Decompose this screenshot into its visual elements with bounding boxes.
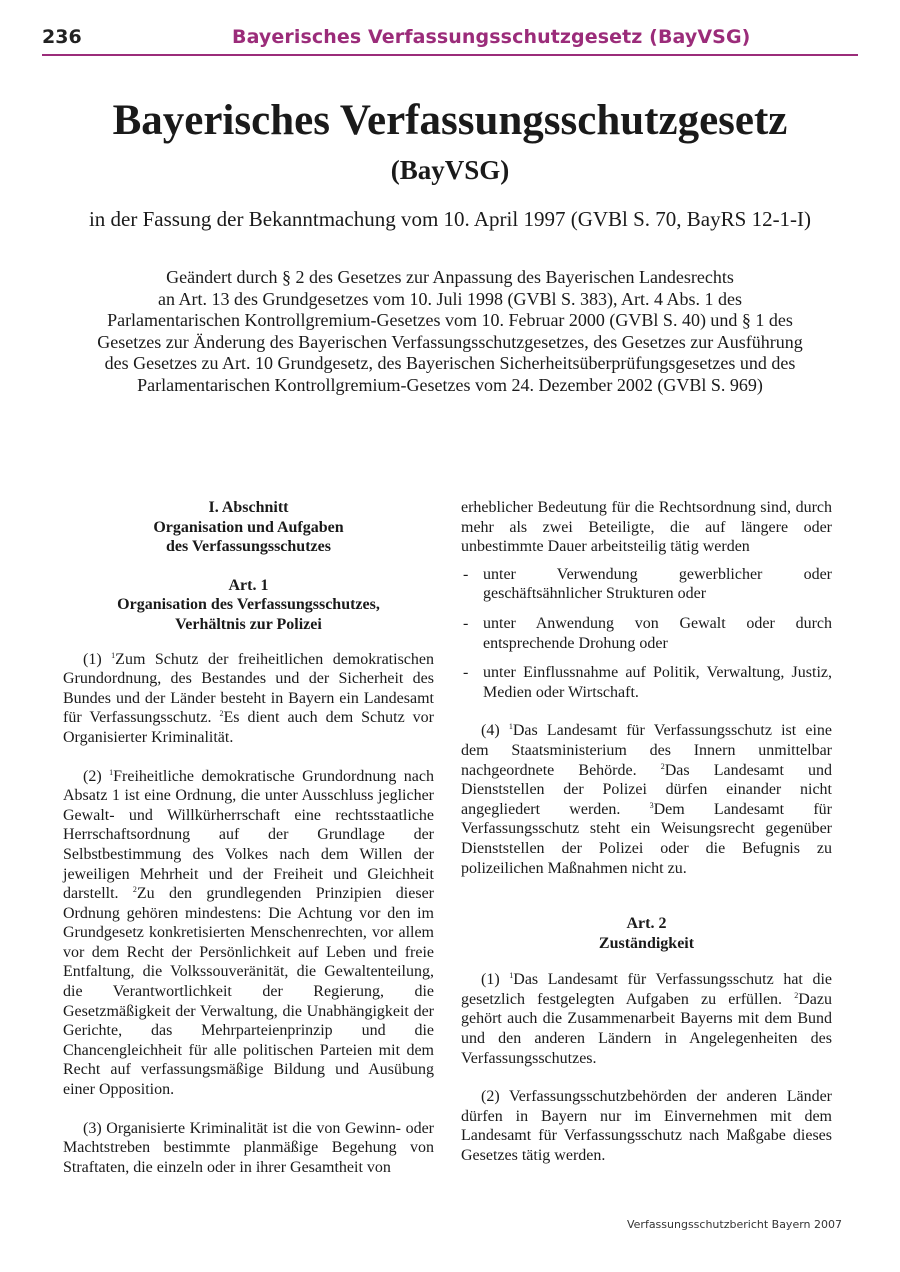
header-rule bbox=[42, 54, 858, 56]
section-number: I. Abschnitt bbox=[208, 499, 289, 516]
amendment-line: Geändert durch § 2 des Gesetzes zur Anpassung des Bayerischen Landesrechts bbox=[166, 267, 734, 287]
paragraph-art2-2: (2) Verfassungsschutzbehörden der anderen Länder dürfen in Bayern nur im Einvernehmen mit dem Landesamt für Verfassungsschutz nach Maßgabe dieses Gesetzes tätig werden. bbox=[461, 1088, 832, 1165]
promulgation-note: in der Fassung der Bekanntmachung vom 10. April 1997 (GVBl S. 70, BayRS 12-1-I) bbox=[88, 207, 812, 231]
amendment-line: des Gesetzes zu Art. 10 Grundgesetz, des Bayerischen Sicherheitsüberprüfungsgesetzes und des bbox=[104, 353, 796, 374]
list-item: - unter Verwendung gewerblicher oder geschäftsähnlicher Strukturen oder bbox=[463, 565, 832, 603]
list-dash: - bbox=[463, 614, 469, 632]
article-title: Verhältnis zur Polizei bbox=[175, 615, 322, 633]
paragraph-art1-2: (2) $^1$Freiheitliche demokratische Grundordnung nach Absatz 1 ist eine Ordnung, die unter Ausschluss jeglicher Gewalt- und Willkürherrschaft eine rechtsstaatliche Herrschaftsordnung auf der Grundlage der Selbstbestimmung des Volkes nach dem Willen der jeweiligen Mehrheit und der Freiheit und Gleichheit darstellt. $^2$Zu den grundlegenden Prinzipien dieser Ordnung gehören mindestens: Die Achtung vor den im Grundgesetz konkretisierten Menschenrechten, vor allem vor dem Recht der Persönlichkeit auf Leben und freie Entfaltung, die Volkssouveränität, die Gewaltenteilung, die Verantwortlichkeit der Regierung, die Gesetzmäßigkeit der Verwaltung, die Unabhängigkeit der Gerichte, das Mehrparteienprinzip und die Chancengleichheit für alle politischen Parteien mit dem Recht auf verfassungsmäßige Bildung und Ausübung einer Opposition. bbox=[63, 767, 435, 1099]
paragraph-art2-1: (1) $^1$Das Landesamt für Verfassungsschutz hat die gesetzlich festgelegten Aufgaben zu erfüllen. $^2$Dazu gehört auch die Zusammenarbeit Bayerns mit dem Bund und den anderen Ländern in Angelegenheiten des Verfassungsschutzes. bbox=[461, 971, 833, 1067]
article-number: Art. 2 bbox=[626, 915, 667, 933]
section-title: Organisation und Aufgaben bbox=[153, 518, 344, 536]
paragraph-art1-3-start: (3) Organisierte Kriminalität ist die von Gewinn- oder Machtstreben bestimmte planmäßige Begehung von Straftaten, die einzeln oder in ihrer Gesamtheit von bbox=[63, 1119, 434, 1176]
amendment-note bbox=[55, 267, 845, 397]
page-footer: Verfassungsschutzbericht Bayern 2007 bbox=[626, 1218, 842, 1231]
organized-crime-criteria-list bbox=[461, 565, 832, 703]
article-title: Zuständigkeit bbox=[598, 934, 695, 952]
section-heading bbox=[63, 498, 434, 557]
article-number: Art. 1 bbox=[228, 576, 269, 594]
article-title: Organisation des Verfassungsschutzes, bbox=[117, 596, 380, 614]
running-header bbox=[42, 26, 858, 54]
paragraph-art1-1: (1) $^1$Zum Schutz der freiheitlichen demokratischen Grundordnung, des Bestandes und der Sicherheit des Bundes und der Länder besteht in Bayern ein Landesamt für Verfassungsschutz. $^2$Es dient auch dem Schutz vor Organisierter Kriminalität. bbox=[63, 650, 435, 746]
amendment-line: an Art. 13 des Grundgesetzes vom 10. Juli 1998 (GVBl S. 383), Art. 4 Abs. 1 des bbox=[158, 288, 742, 309]
section-title: des Verfassungsschutzes bbox=[166, 538, 331, 556]
article-heading-2 bbox=[461, 914, 832, 953]
amendment-line: Parlamentarischen Kontrollgremium-Gesetzes vom 10. Februar 2000 (GVBl S. 40) und § 1 des bbox=[107, 310, 793, 331]
list-dash: - bbox=[463, 664, 469, 682]
article-heading-1 bbox=[63, 576, 434, 635]
page-number: 236 bbox=[42, 26, 82, 48]
amendment-line: Parlamentarischen Kontrollgremium-Gesetzes vom 24. Dezember 2002 (GVBl S. 969) bbox=[137, 374, 763, 395]
list-item: - unter Einflussnahme auf Politik, Verwaltung, Justiz, Medien oder Wirtschaft. bbox=[463, 664, 832, 701]
list-dash: - bbox=[463, 565, 469, 583]
running-title: Bayerisches Verfassungsschutzgesetz (BayVSG) bbox=[232, 26, 751, 48]
right-column bbox=[461, 498, 832, 1166]
document-title: Bayerisches Verfassungsschutzgesetz bbox=[112, 97, 788, 144]
list-item: - unter Anwendung von Gewalt oder durch entsprechende Drohung oder bbox=[463, 614, 832, 652]
document-subtitle: (BayVSG) bbox=[390, 155, 510, 185]
paragraph-art1-3-continued: erheblicher Bedeutung für die Rechtsordnung sind, durch mehr als zwei Beteiligte, die auf längere oder unbestimmte Dauer arbeitsteilig tätig werden bbox=[461, 499, 832, 556]
left-column bbox=[63, 498, 434, 1177]
amendment-line: Gesetzes zur Änderung des Bayerischen Verfassungsschutzgesetzes, des Gesetzes zur Ausführung bbox=[97, 331, 803, 352]
paragraph-art1-4: (4) $^1$Das Landesamt für Verfassungsschutz ist eine dem Staatsministerium des Innern unmittelbar nachgeordnete Behörde. $^2$Das Landesamt und Dienststellen der Polizei dürfen einander nicht angegliedert werden. $^3$Dem Landesamt für Verfassungsschutz steht ein Weisungsrecht gegenüber Dienststellen der Polizei oder die Befugnis zu polizeilichen Maßnahmen nicht zu. bbox=[461, 722, 833, 877]
